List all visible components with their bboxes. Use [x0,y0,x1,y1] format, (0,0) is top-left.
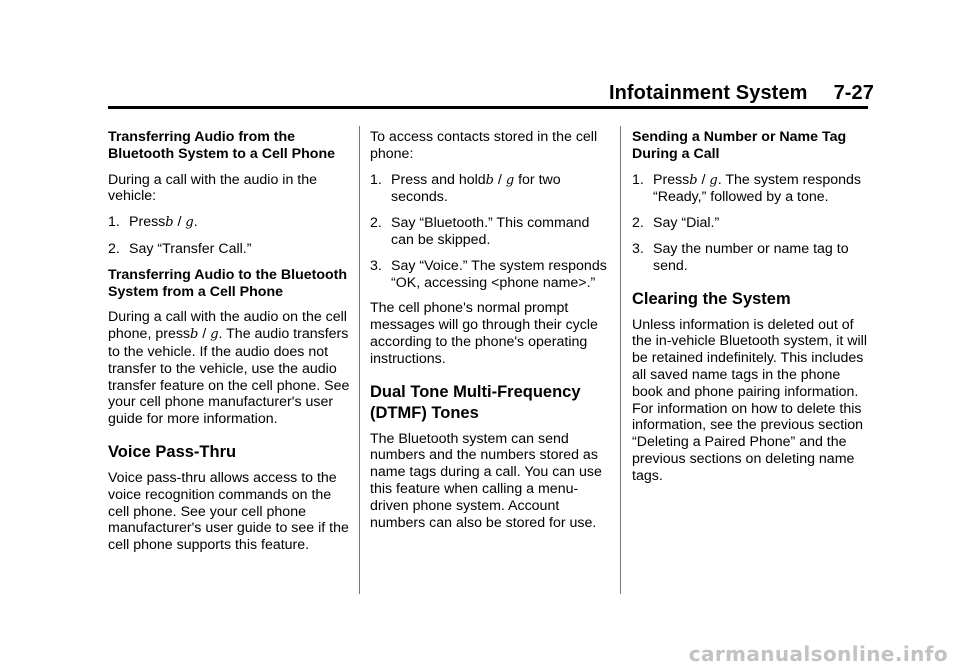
talk-icon: b [485,172,494,188]
icon-separator: / [173,214,186,231]
step-item [632,172,874,207]
step-text: Press [653,171,690,188]
section-heading: Clearing the System [632,289,791,308]
section-heading: Dual Tone Multi-Frequency (DTMF) Tones [370,382,581,422]
subheading: Sending a Number or Name Tag During a Call [632,129,847,162]
paragraph: Unless information is deleted out of the in-vehicle Bluetooth system, it will be retained indefinitely. This includes all saved name tags in the phone book and phone pairing information. For information on how to delete this information, see the previous section “Deleting a Paired Phone” and the previous sections on deleting name tags. [632,316,867,484]
paragraph: The cell phone's normal prompt messages will go through their cycle according to the phone's operating instructions. [370,300,598,367]
paragraph [108,309,350,428]
step-text: . The system responds “Ready,” followed by a tone. [653,171,862,206]
step-text: . [193,214,198,231]
step-item [108,241,350,258]
paragraph: The Bluetooth system can send numbers and the numbers stored as name tags during a call. You can use this feature when calling a menu-driven phone system. Account numbers can also be stored for use. [370,430,602,531]
talk-icon: b [165,215,174,231]
step-text: Say “Dial.” [653,215,720,232]
end-call-icon: g [709,172,718,188]
paragraph-text: . The audio transfers to the vehicle. If the audio does not transfer to the vehicle, use the audio transfer feature on the cell phone. See your cell phone manufacturer's user guide for more information. [108,326,350,428]
step-number: 1. [632,171,644,188]
step-number: 2. [108,240,120,257]
paragraph: To access contacts stored in the cell phone: [370,129,598,162]
paragraph: Voice pass-thru allows access to the voice recognition commands on the cell phone. See your cell phone manufacturer's user guide to see if the cell phone supports this feature. [108,469,349,554]
icon-separator: / [493,171,506,188]
talk-icon: b [190,327,199,343]
step-number: 3. [370,257,382,274]
step-text: Press [129,214,166,231]
end-call-icon: g [505,172,515,188]
step-text: Say “Voice.” The system responds “OK, accessing <phone name>.” [391,257,607,291]
step-number: 2. [370,215,382,232]
column-3 [632,129,874,494]
paragraph: During a call with the audio in the vehicle: [108,171,317,205]
step-item [632,215,874,232]
section-heading: Voice Pass-Thru [108,442,237,461]
icon-separator: / [697,171,710,188]
step-text: Say “Transfer Call.” [129,240,252,257]
end-call-icon: g [210,327,219,343]
step-number: 2. [632,215,644,232]
step-item [370,172,612,207]
end-call-icon: g [185,215,194,231]
page-number: 7-27 [833,82,874,104]
step-item [370,215,612,249]
talk-icon: b [689,172,698,188]
header-rule [108,106,868,109]
page-header [609,82,874,105]
subheading: Transferring Audio to the Bluetooth System from a Cell Phone [108,266,348,300]
column-divider [620,126,621,594]
subheading: Transferring Audio from the Bluetooth System to a Cell Phone [108,129,336,162]
step-number: 1. [370,171,382,188]
column-divider [359,126,360,594]
step-text: Say “Bluetooth.” This command can be skipped. [391,215,590,248]
step-number: 3. [632,240,644,257]
step-text: Press and hold [391,171,486,188]
column-2 [370,129,612,540]
column-1 [108,129,350,563]
watermark: carmanualsonline.info [688,642,948,666]
icon-separator: / [198,326,211,343]
step-text: for two seconds. [391,171,561,206]
step-item [632,241,874,275]
step-item [108,214,350,232]
step-item [370,258,612,292]
step-text: Say the number or name tag to send. [653,240,849,274]
paragraph-text: During a call with the audio on the cell phone, press [108,309,347,343]
step-number: 1. [108,214,120,231]
section-title: Infotainment System [608,82,808,104]
